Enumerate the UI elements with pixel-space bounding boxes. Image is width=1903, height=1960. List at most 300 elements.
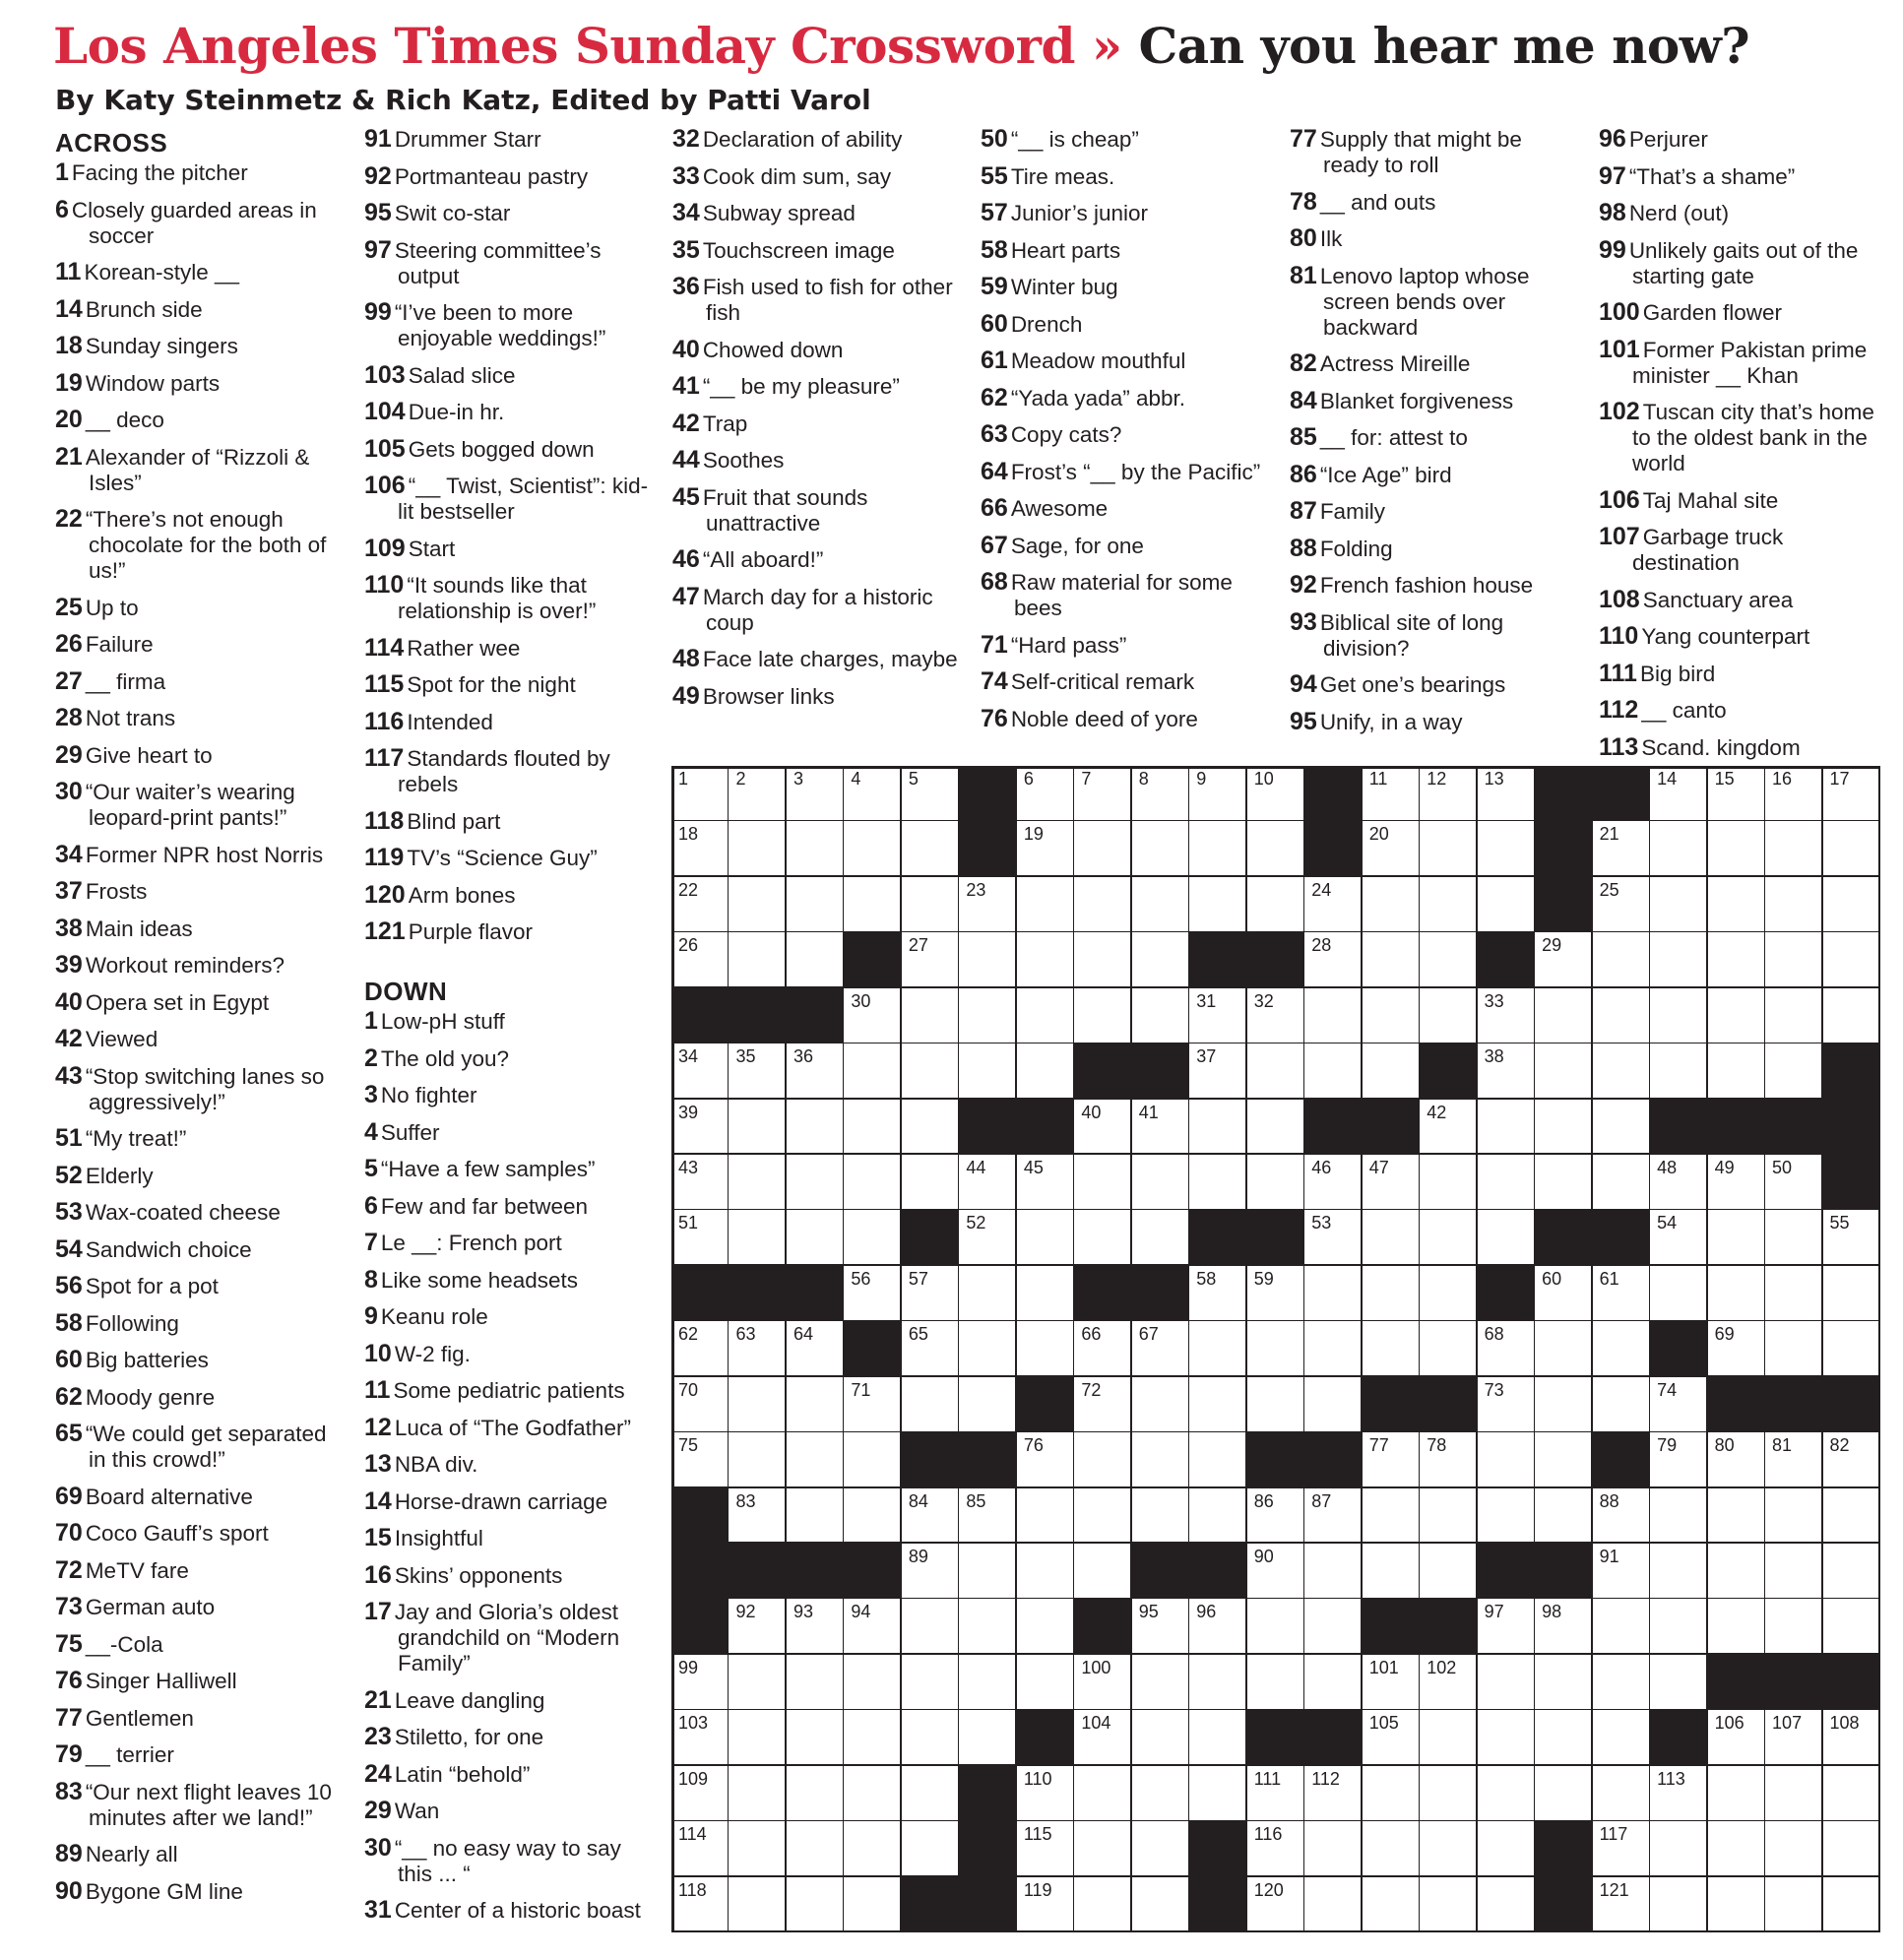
grid-cell[interactable] [1132, 1599, 1190, 1655]
grid-cell[interactable] [1132, 1432, 1190, 1488]
grid-cell[interactable] [1017, 1877, 1075, 1933]
grid-cell[interactable] [1017, 1155, 1075, 1211]
grid-cell[interactable] [1708, 1544, 1766, 1600]
grid-cell[interactable] [959, 1210, 1017, 1266]
grid-cell[interactable] [1017, 932, 1075, 988]
grid-cell[interactable] [1535, 1655, 1593, 1711]
grid-cell[interactable] [1650, 1766, 1708, 1822]
grid-cell[interactable] [1650, 932, 1708, 988]
grid-cell[interactable] [959, 932, 1017, 988]
grid-cell[interactable] [729, 1599, 787, 1655]
grid-cell[interactable] [1765, 1155, 1823, 1211]
grid-cell[interactable] [1708, 1043, 1766, 1100]
grid-cell[interactable] [787, 1377, 845, 1433]
grid-cell[interactable] [1304, 1210, 1363, 1266]
grid-cell[interactable] [1189, 1710, 1247, 1766]
grid-cell[interactable] [844, 877, 902, 933]
grid-cell[interactable] [1074, 1432, 1132, 1488]
grid-cell[interactable] [1017, 821, 1075, 877]
grid-cell[interactable] [902, 766, 960, 822]
grid-cell[interactable] [787, 766, 845, 822]
grid-cell[interactable] [729, 1821, 787, 1877]
grid-cell[interactable] [1593, 1043, 1651, 1100]
grid-cell[interactable] [1363, 877, 1421, 933]
grid-cell[interactable] [1535, 1155, 1593, 1211]
grid-cell[interactable] [1074, 1766, 1132, 1822]
grid-cell[interactable] [1017, 1321, 1075, 1377]
grid-cell[interactable] [1708, 1432, 1766, 1488]
grid-cell[interactable] [1074, 988, 1132, 1044]
grid-cell[interactable] [1363, 1321, 1421, 1377]
grid-cell[interactable] [729, 1766, 787, 1822]
grid-cell[interactable] [1765, 1043, 1823, 1100]
grid-cell[interactable] [787, 1432, 845, 1488]
grid-cell[interactable] [959, 1544, 1017, 1600]
grid-cell[interactable] [1593, 821, 1651, 877]
grid-cell[interactable] [1074, 821, 1132, 877]
grid-cell[interactable] [1765, 1432, 1823, 1488]
grid-cell[interactable] [1593, 1100, 1651, 1156]
grid-cell[interactable] [902, 932, 960, 988]
grid-cell[interactable] [729, 1321, 787, 1377]
grid-cell[interactable] [1593, 1488, 1651, 1545]
grid-cell[interactable] [1132, 1766, 1190, 1822]
grid-cell[interactable] [1363, 821, 1421, 877]
grid-cell[interactable] [671, 1155, 729, 1211]
grid-cell[interactable] [787, 1488, 845, 1545]
grid-cell[interactable] [902, 821, 960, 877]
grid-cell[interactable] [671, 932, 729, 988]
grid-cell[interactable] [1708, 1821, 1766, 1877]
grid-cell[interactable] [1074, 1544, 1132, 1600]
grid-cell[interactable] [1074, 1210, 1132, 1266]
grid-cell[interactable] [1247, 1100, 1305, 1156]
grid-cell[interactable] [671, 821, 729, 877]
grid-cell[interactable] [729, 1488, 787, 1545]
grid-cell[interactable] [959, 1266, 1017, 1322]
grid-cell[interactable] [902, 1710, 960, 1766]
grid-cell[interactable] [1535, 1100, 1593, 1156]
grid-cell[interactable] [1708, 1321, 1766, 1377]
grid-cell[interactable] [671, 1210, 729, 1266]
grid-cell[interactable] [671, 1321, 729, 1377]
grid-cell[interactable] [1132, 1821, 1190, 1877]
grid-cell[interactable] [1650, 1377, 1708, 1433]
grid-cell[interactable] [1708, 1877, 1766, 1933]
grid-cell[interactable] [1593, 1321, 1651, 1377]
grid-cell[interactable] [1535, 1432, 1593, 1488]
grid-cell[interactable] [1074, 1877, 1132, 1933]
grid-cell[interactable] [1189, 1155, 1247, 1211]
grid-cell[interactable] [1765, 1544, 1823, 1600]
grid-cell[interactable] [1132, 1321, 1190, 1377]
grid-cell[interactable] [1478, 1877, 1536, 1933]
grid-cell[interactable] [729, 877, 787, 933]
grid-cell[interactable] [1074, 1710, 1132, 1766]
grid-cell[interactable] [1189, 877, 1247, 933]
grid-cell[interactable] [1304, 1877, 1363, 1933]
grid-cell[interactable] [1823, 1766, 1881, 1822]
grid-cell[interactable] [1535, 1043, 1593, 1100]
grid-cell[interactable] [1420, 877, 1478, 933]
grid-cell[interactable] [1132, 932, 1190, 988]
grid-cell[interactable] [902, 1655, 960, 1711]
grid-cell[interactable] [1708, 932, 1766, 988]
grid-cell[interactable] [1017, 1821, 1075, 1877]
grid-cell[interactable] [844, 1821, 902, 1877]
grid-cell[interactable] [1363, 1155, 1421, 1211]
grid-cell[interactable] [1478, 1043, 1536, 1100]
grid-cell[interactable] [1765, 1599, 1823, 1655]
grid-cell[interactable] [1363, 988, 1421, 1044]
grid-cell[interactable] [1593, 1155, 1651, 1211]
grid-cell[interactable] [1650, 1599, 1708, 1655]
grid-cell[interactable] [902, 1599, 960, 1655]
grid-cell[interactable] [1478, 1766, 1536, 1822]
grid-cell[interactable] [1765, 766, 1823, 822]
grid-cell[interactable] [1074, 1100, 1132, 1156]
grid-cell[interactable] [671, 1432, 729, 1488]
grid-cell[interactable] [671, 1766, 729, 1822]
grid-cell[interactable] [1593, 1599, 1651, 1655]
grid-cell[interactable] [1593, 932, 1651, 988]
grid-cell[interactable] [1132, 988, 1190, 1044]
grid-cell[interactable] [1247, 1821, 1305, 1877]
grid-cell[interactable] [787, 821, 845, 877]
grid-cell[interactable] [1017, 766, 1075, 822]
grid-cell[interactable] [1247, 1321, 1305, 1377]
grid-cell[interactable] [959, 877, 1017, 933]
crossword-grid[interactable] [671, 766, 1880, 1932]
grid-cell[interactable] [1478, 877, 1536, 933]
grid-cell[interactable] [844, 1710, 902, 1766]
grid-cell[interactable] [787, 1043, 845, 1100]
grid-cell[interactable] [1478, 1488, 1536, 1545]
grid-cell[interactable] [1593, 1710, 1651, 1766]
grid-cell[interactable] [1593, 1821, 1651, 1877]
grid-cell[interactable] [1593, 1766, 1651, 1822]
grid-cell[interactable] [844, 1100, 902, 1156]
grid-cell[interactable] [1304, 877, 1363, 933]
grid-cell[interactable] [1420, 1321, 1478, 1377]
grid-cell[interactable] [1074, 1821, 1132, 1877]
grid-cell[interactable] [787, 1155, 845, 1211]
grid-cell[interactable] [1247, 1043, 1305, 1100]
grid-cell[interactable] [1765, 988, 1823, 1044]
grid-cell[interactable] [1132, 1655, 1190, 1711]
grid-cell[interactable] [902, 1321, 960, 1377]
grid-cell[interactable] [1017, 1599, 1075, 1655]
grid-cell[interactable] [1535, 1377, 1593, 1433]
grid-cell[interactable] [1189, 1321, 1247, 1377]
grid-cell[interactable] [1420, 1710, 1478, 1766]
grid-cell[interactable] [729, 1710, 787, 1766]
grid-cell[interactable] [902, 1043, 960, 1100]
grid-cell[interactable] [1189, 1655, 1247, 1711]
grid-cell[interactable] [1708, 1266, 1766, 1322]
grid-cell[interactable] [902, 988, 960, 1044]
grid-cell[interactable] [1132, 821, 1190, 877]
grid-cell[interactable] [844, 1877, 902, 1933]
grid-cell[interactable] [1708, 1210, 1766, 1266]
grid-cell[interactable] [1823, 1266, 1881, 1322]
grid-cell[interactable] [729, 1877, 787, 1933]
grid-cell[interactable] [1478, 1599, 1536, 1655]
grid-cell[interactable] [1247, 1766, 1305, 1822]
grid-cell[interactable] [1478, 1210, 1536, 1266]
grid-cell[interactable] [1650, 1210, 1708, 1266]
grid-cell[interactable] [844, 1655, 902, 1711]
grid-cell[interactable] [1189, 988, 1247, 1044]
grid-cell[interactable] [1478, 1821, 1536, 1877]
grid-cell[interactable] [1363, 1544, 1421, 1600]
grid-cell[interactable] [1765, 1321, 1823, 1377]
grid-cell[interactable] [1708, 1599, 1766, 1655]
grid-cell[interactable] [1593, 1544, 1651, 1600]
grid-cell[interactable] [1189, 1377, 1247, 1433]
grid-cell[interactable] [1304, 1821, 1363, 1877]
grid-cell[interactable] [729, 766, 787, 822]
grid-cell[interactable] [1765, 877, 1823, 933]
grid-cell[interactable] [1650, 1488, 1708, 1545]
grid-cell[interactable] [1650, 1544, 1708, 1600]
grid-cell[interactable] [787, 932, 845, 988]
grid-cell[interactable] [1363, 1821, 1421, 1877]
grid-cell[interactable] [1363, 1655, 1421, 1711]
grid-cell[interactable] [1304, 988, 1363, 1044]
grid-cell[interactable] [1535, 1488, 1593, 1545]
grid-cell[interactable] [729, 932, 787, 988]
grid-cell[interactable] [844, 1377, 902, 1433]
grid-cell[interactable] [1593, 1266, 1651, 1322]
grid-cell[interactable] [1478, 766, 1536, 822]
grid-cell[interactable] [1478, 1432, 1536, 1488]
grid-cell[interactable] [844, 1432, 902, 1488]
grid-cell[interactable] [1593, 1655, 1651, 1711]
grid-cell[interactable] [1017, 1488, 1075, 1545]
grid-cell[interactable] [1017, 1655, 1075, 1711]
grid-cell[interactable] [1074, 1488, 1132, 1545]
grid-cell[interactable] [1017, 1210, 1075, 1266]
grid-cell[interactable] [1304, 932, 1363, 988]
grid-cell[interactable] [1478, 1710, 1536, 1766]
grid-cell[interactable] [787, 1877, 845, 1933]
grid-cell[interactable] [1823, 1488, 1881, 1545]
grid-cell[interactable] [1074, 932, 1132, 988]
grid-cell[interactable] [671, 766, 729, 822]
grid-cell[interactable] [1017, 988, 1075, 1044]
grid-cell[interactable] [1708, 988, 1766, 1044]
grid-cell[interactable] [1420, 1488, 1478, 1545]
grid-cell[interactable] [1247, 1655, 1305, 1711]
grid-cell[interactable] [1535, 1599, 1593, 1655]
grid-cell[interactable] [1593, 988, 1651, 1044]
grid-cell[interactable] [902, 1266, 960, 1322]
grid-cell[interactable] [1535, 932, 1593, 988]
grid-cell[interactable] [729, 1432, 787, 1488]
grid-cell[interactable] [1304, 1266, 1363, 1322]
grid-cell[interactable] [1132, 1710, 1190, 1766]
grid-cell[interactable] [1189, 1043, 1247, 1100]
grid-cell[interactable] [729, 1655, 787, 1711]
grid-cell[interactable] [729, 821, 787, 877]
grid-cell[interactable] [1765, 932, 1823, 988]
grid-cell[interactable] [1420, 988, 1478, 1044]
grid-cell[interactable] [1189, 1488, 1247, 1545]
grid-cell[interactable] [787, 1766, 845, 1822]
grid-cell[interactable] [1535, 1266, 1593, 1322]
grid-cell[interactable] [1765, 1266, 1823, 1322]
grid-cell[interactable] [1304, 1766, 1363, 1822]
grid-cell[interactable] [1765, 1210, 1823, 1266]
grid-cell[interactable] [729, 1155, 787, 1211]
grid-cell[interactable] [1478, 1377, 1536, 1433]
grid-cell[interactable] [1132, 766, 1190, 822]
grid-cell[interactable] [902, 1155, 960, 1211]
grid-cell[interactable] [902, 1100, 960, 1156]
grid-cell[interactable] [1823, 1544, 1881, 1600]
grid-cell[interactable] [671, 1877, 729, 1933]
grid-cell[interactable] [844, 1488, 902, 1545]
grid-cell[interactable] [1189, 1432, 1247, 1488]
grid-cell[interactable] [1765, 1877, 1823, 1933]
grid-cell[interactable] [1017, 1043, 1075, 1100]
grid-cell[interactable] [1478, 1321, 1536, 1377]
grid-cell[interactable] [1650, 821, 1708, 877]
grid-cell[interactable] [959, 1655, 1017, 1711]
grid-cell[interactable] [844, 988, 902, 1044]
grid-cell[interactable] [1823, 1210, 1881, 1266]
grid-cell[interactable] [959, 1043, 1017, 1100]
grid-cell[interactable] [1363, 1877, 1421, 1933]
grid-cell[interactable] [1132, 1488, 1190, 1545]
grid-cell[interactable] [1823, 766, 1881, 822]
grid-cell[interactable] [1650, 1043, 1708, 1100]
grid-cell[interactable] [1535, 988, 1593, 1044]
grid-cell[interactable] [1247, 1599, 1305, 1655]
grid-cell[interactable] [787, 1710, 845, 1766]
grid-cell[interactable] [1420, 932, 1478, 988]
grid-cell[interactable] [1420, 1210, 1478, 1266]
grid-cell[interactable] [959, 1488, 1017, 1545]
grid-cell[interactable] [1478, 1655, 1536, 1711]
grid-cell[interactable] [1478, 1155, 1536, 1211]
grid-cell[interactable] [1017, 1432, 1075, 1488]
grid-cell[interactable] [1420, 766, 1478, 822]
grid-cell[interactable] [844, 1210, 902, 1266]
grid-cell[interactable] [1650, 877, 1708, 933]
grid-cell[interactable] [729, 1210, 787, 1266]
grid-cell[interactable] [1420, 1544, 1478, 1600]
grid-cell[interactable] [1363, 1432, 1421, 1488]
grid-cell[interactable] [1765, 1821, 1823, 1877]
grid-cell[interactable] [1363, 932, 1421, 988]
grid-cell[interactable] [1189, 766, 1247, 822]
grid-cell[interactable] [1765, 821, 1823, 877]
grid-cell[interactable] [787, 1821, 845, 1877]
grid-cell[interactable] [1304, 1655, 1363, 1711]
grid-cell[interactable] [1132, 1210, 1190, 1266]
grid-cell[interactable] [671, 1043, 729, 1100]
grid-cell[interactable] [1363, 766, 1421, 822]
grid-cell[interactable] [1017, 1766, 1075, 1822]
grid-cell[interactable] [844, 1266, 902, 1322]
grid-cell[interactable] [1247, 1877, 1305, 1933]
grid-cell[interactable] [1132, 877, 1190, 933]
grid-cell[interactable] [729, 1377, 787, 1433]
grid-cell[interactable] [1074, 1321, 1132, 1377]
grid-cell[interactable] [1823, 1321, 1881, 1377]
grid-cell[interactable] [1593, 1377, 1651, 1433]
grid-cell[interactable] [1420, 1766, 1478, 1822]
grid-cell[interactable] [1708, 1488, 1766, 1545]
grid-cell[interactable] [1132, 1155, 1190, 1211]
grid-cell[interactable] [902, 1821, 960, 1877]
grid-cell[interactable] [1420, 1655, 1478, 1711]
grid-cell[interactable] [729, 1043, 787, 1100]
grid-cell[interactable] [1304, 1377, 1363, 1433]
grid-cell[interactable] [671, 877, 729, 933]
grid-cell[interactable] [902, 1766, 960, 1822]
grid-cell[interactable] [1535, 1321, 1593, 1377]
grid-cell[interactable] [1189, 1766, 1247, 1822]
grid-cell[interactable] [1478, 821, 1536, 877]
grid-cell[interactable] [787, 1655, 845, 1711]
grid-cell[interactable] [902, 1377, 960, 1433]
grid-cell[interactable] [1304, 1155, 1363, 1211]
grid-cell[interactable] [1247, 1266, 1305, 1322]
grid-cell[interactable] [1363, 1710, 1421, 1766]
grid-cell[interactable] [1247, 988, 1305, 1044]
grid-cell[interactable] [1420, 1266, 1478, 1322]
grid-cell[interactable] [1247, 1377, 1305, 1433]
grid-cell[interactable] [1650, 1155, 1708, 1211]
grid-cell[interactable] [1708, 1710, 1766, 1766]
grid-cell[interactable] [1650, 1432, 1708, 1488]
grid-cell[interactable] [1074, 1655, 1132, 1711]
grid-cell[interactable] [1363, 1766, 1421, 1822]
grid-cell[interactable] [1304, 1043, 1363, 1100]
grid-cell[interactable] [1420, 1877, 1478, 1933]
grid-cell[interactable] [1823, 988, 1881, 1044]
grid-cell[interactable] [1304, 1321, 1363, 1377]
grid-cell[interactable] [1823, 1877, 1881, 1933]
grid-cell[interactable] [1247, 1544, 1305, 1600]
grid-cell[interactable] [729, 1100, 787, 1156]
grid-cell[interactable] [671, 1100, 729, 1156]
grid-cell[interactable] [671, 1655, 729, 1711]
grid-cell[interactable] [902, 1488, 960, 1545]
grid-cell[interactable] [1823, 1821, 1881, 1877]
grid-cell[interactable] [1132, 1100, 1190, 1156]
grid-cell[interactable] [671, 1710, 729, 1766]
grid-cell[interactable] [1823, 1599, 1881, 1655]
grid-cell[interactable] [1823, 877, 1881, 933]
grid-cell[interactable] [844, 821, 902, 877]
grid-cell[interactable] [1650, 1877, 1708, 1933]
grid-cell[interactable] [1247, 877, 1305, 933]
grid-cell[interactable] [1593, 1877, 1651, 1933]
grid-cell[interactable] [787, 1210, 845, 1266]
grid-cell[interactable] [1650, 1266, 1708, 1322]
grid-cell[interactable] [1247, 1155, 1305, 1211]
grid-cell[interactable] [1363, 1488, 1421, 1545]
grid-cell[interactable] [1017, 877, 1075, 933]
grid-cell[interactable] [787, 1599, 845, 1655]
grid-cell[interactable] [1478, 988, 1536, 1044]
grid-cell[interactable] [1420, 1155, 1478, 1211]
grid-cell[interactable] [1823, 821, 1881, 877]
